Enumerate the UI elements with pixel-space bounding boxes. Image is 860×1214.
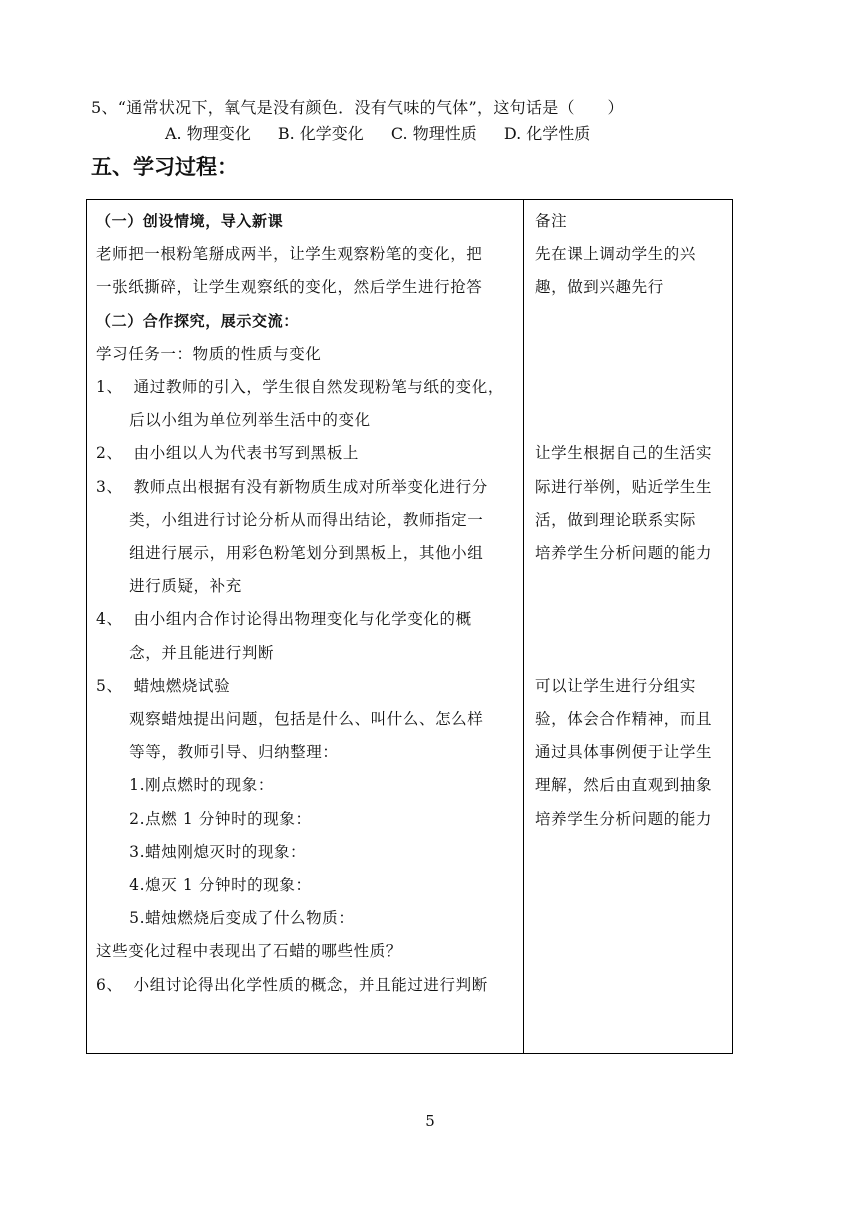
note-line: 验，体会合作精神，而且	[535, 710, 713, 728]
left-line: 念，并且能进行判断	[96, 644, 275, 662]
left-line: 5.蜡烛燃烧后变成了什么物质：	[96, 909, 355, 927]
note-line: 际进行举例，贴近学生生	[535, 478, 713, 496]
note-label: 备注	[535, 212, 568, 230]
left-line: 学习任务一：物质的性质与变化	[96, 345, 322, 363]
left-line: 1、 通过教师的引入，学生很自然发现粉笔与纸的变化，	[96, 378, 504, 396]
left-line: 进行质疑，补充	[96, 577, 242, 595]
note-line: 通过具体事例便于让学生	[535, 743, 713, 761]
left-line: 一张纸撕碎，让学生观察纸的变化，然后学生进行抢答	[96, 278, 483, 296]
left-line: 类，小组进行讨论分析从而得出结论，教师指定一	[96, 511, 484, 529]
note-line: 趣，做到兴趣先行	[535, 278, 664, 296]
column-divider	[523, 200, 524, 1053]
left-line: 观察蜡烛提出问题，包括是什么、叫什么、怎么样	[96, 710, 484, 728]
left-line: （一）创设情境，导入新课	[96, 212, 284, 230]
note-line: 培养学生分析问题的能力	[535, 810, 713, 828]
left-line: 老师把一根粉笔掰成两半，让学生观察粉笔的变化，把	[96, 245, 483, 263]
left-line: 6、 小组讨论得出化学性质的概念，并且能过进行判断	[96, 976, 488, 994]
left-line: 4、 由小组内合作讨论得出物理变化与化学变化的概	[96, 610, 472, 628]
left-line: 2、 由小组以人为代表书写到黑板上	[96, 444, 360, 462]
section-title: 五、学习过程：	[91, 155, 238, 179]
note-line: 让学生根据自己的生活实	[535, 444, 713, 462]
left-line: 3.蜡烛刚熄灭时的现象：	[96, 843, 307, 861]
left-line: 1.刚点燃时的现象：	[96, 776, 274, 794]
note-line: 理解，然后由直观到抽象	[535, 776, 713, 794]
question-text: 5、“通常状况下，氧气是没有颜色．没有气味的气体”，这句话是（ ）	[91, 98, 624, 117]
question-options	[165, 120, 612, 148]
note-line: 先在课上调动学生的兴	[535, 245, 697, 263]
left-line: 3、 教师点出根据有没有新物质生成对所举变化进行分	[96, 478, 488, 496]
left-line: 后以小组为单位列举生活中的变化	[96, 411, 371, 429]
left-line: （二）合作探究，展示交流：	[96, 312, 299, 330]
left-line: 2.点燃 1 分钟时的现象：	[96, 810, 312, 828]
left-line: 组进行展示，用彩色粉笔划分到黑板上，其他小组	[96, 544, 484, 562]
note-line: 培养学生分析问题的能力	[535, 544, 713, 562]
option-c: C. 物理性质	[390, 124, 477, 143]
page-number: 5	[425, 1112, 435, 1130]
left-line: 等等，教师引导、归纳整理：	[96, 743, 339, 761]
note-line: 活，做到理论联系实际	[535, 511, 697, 529]
note-line: 可以让学生进行分组实	[535, 677, 697, 695]
option-d: D. 化学性质	[503, 124, 591, 143]
option-b: B. 化学变化	[277, 124, 364, 143]
left-line: 这些变化过程中表现出了石蜡的哪些性质？	[96, 942, 402, 960]
left-line: 5、 蜡烛燃烧试验	[96, 677, 231, 695]
learning-process-table	[86, 199, 733, 1054]
option-a: A. 物理变化	[165, 124, 251, 143]
left-line: 4.熄灭 1 分钟时的现象：	[96, 876, 312, 894]
